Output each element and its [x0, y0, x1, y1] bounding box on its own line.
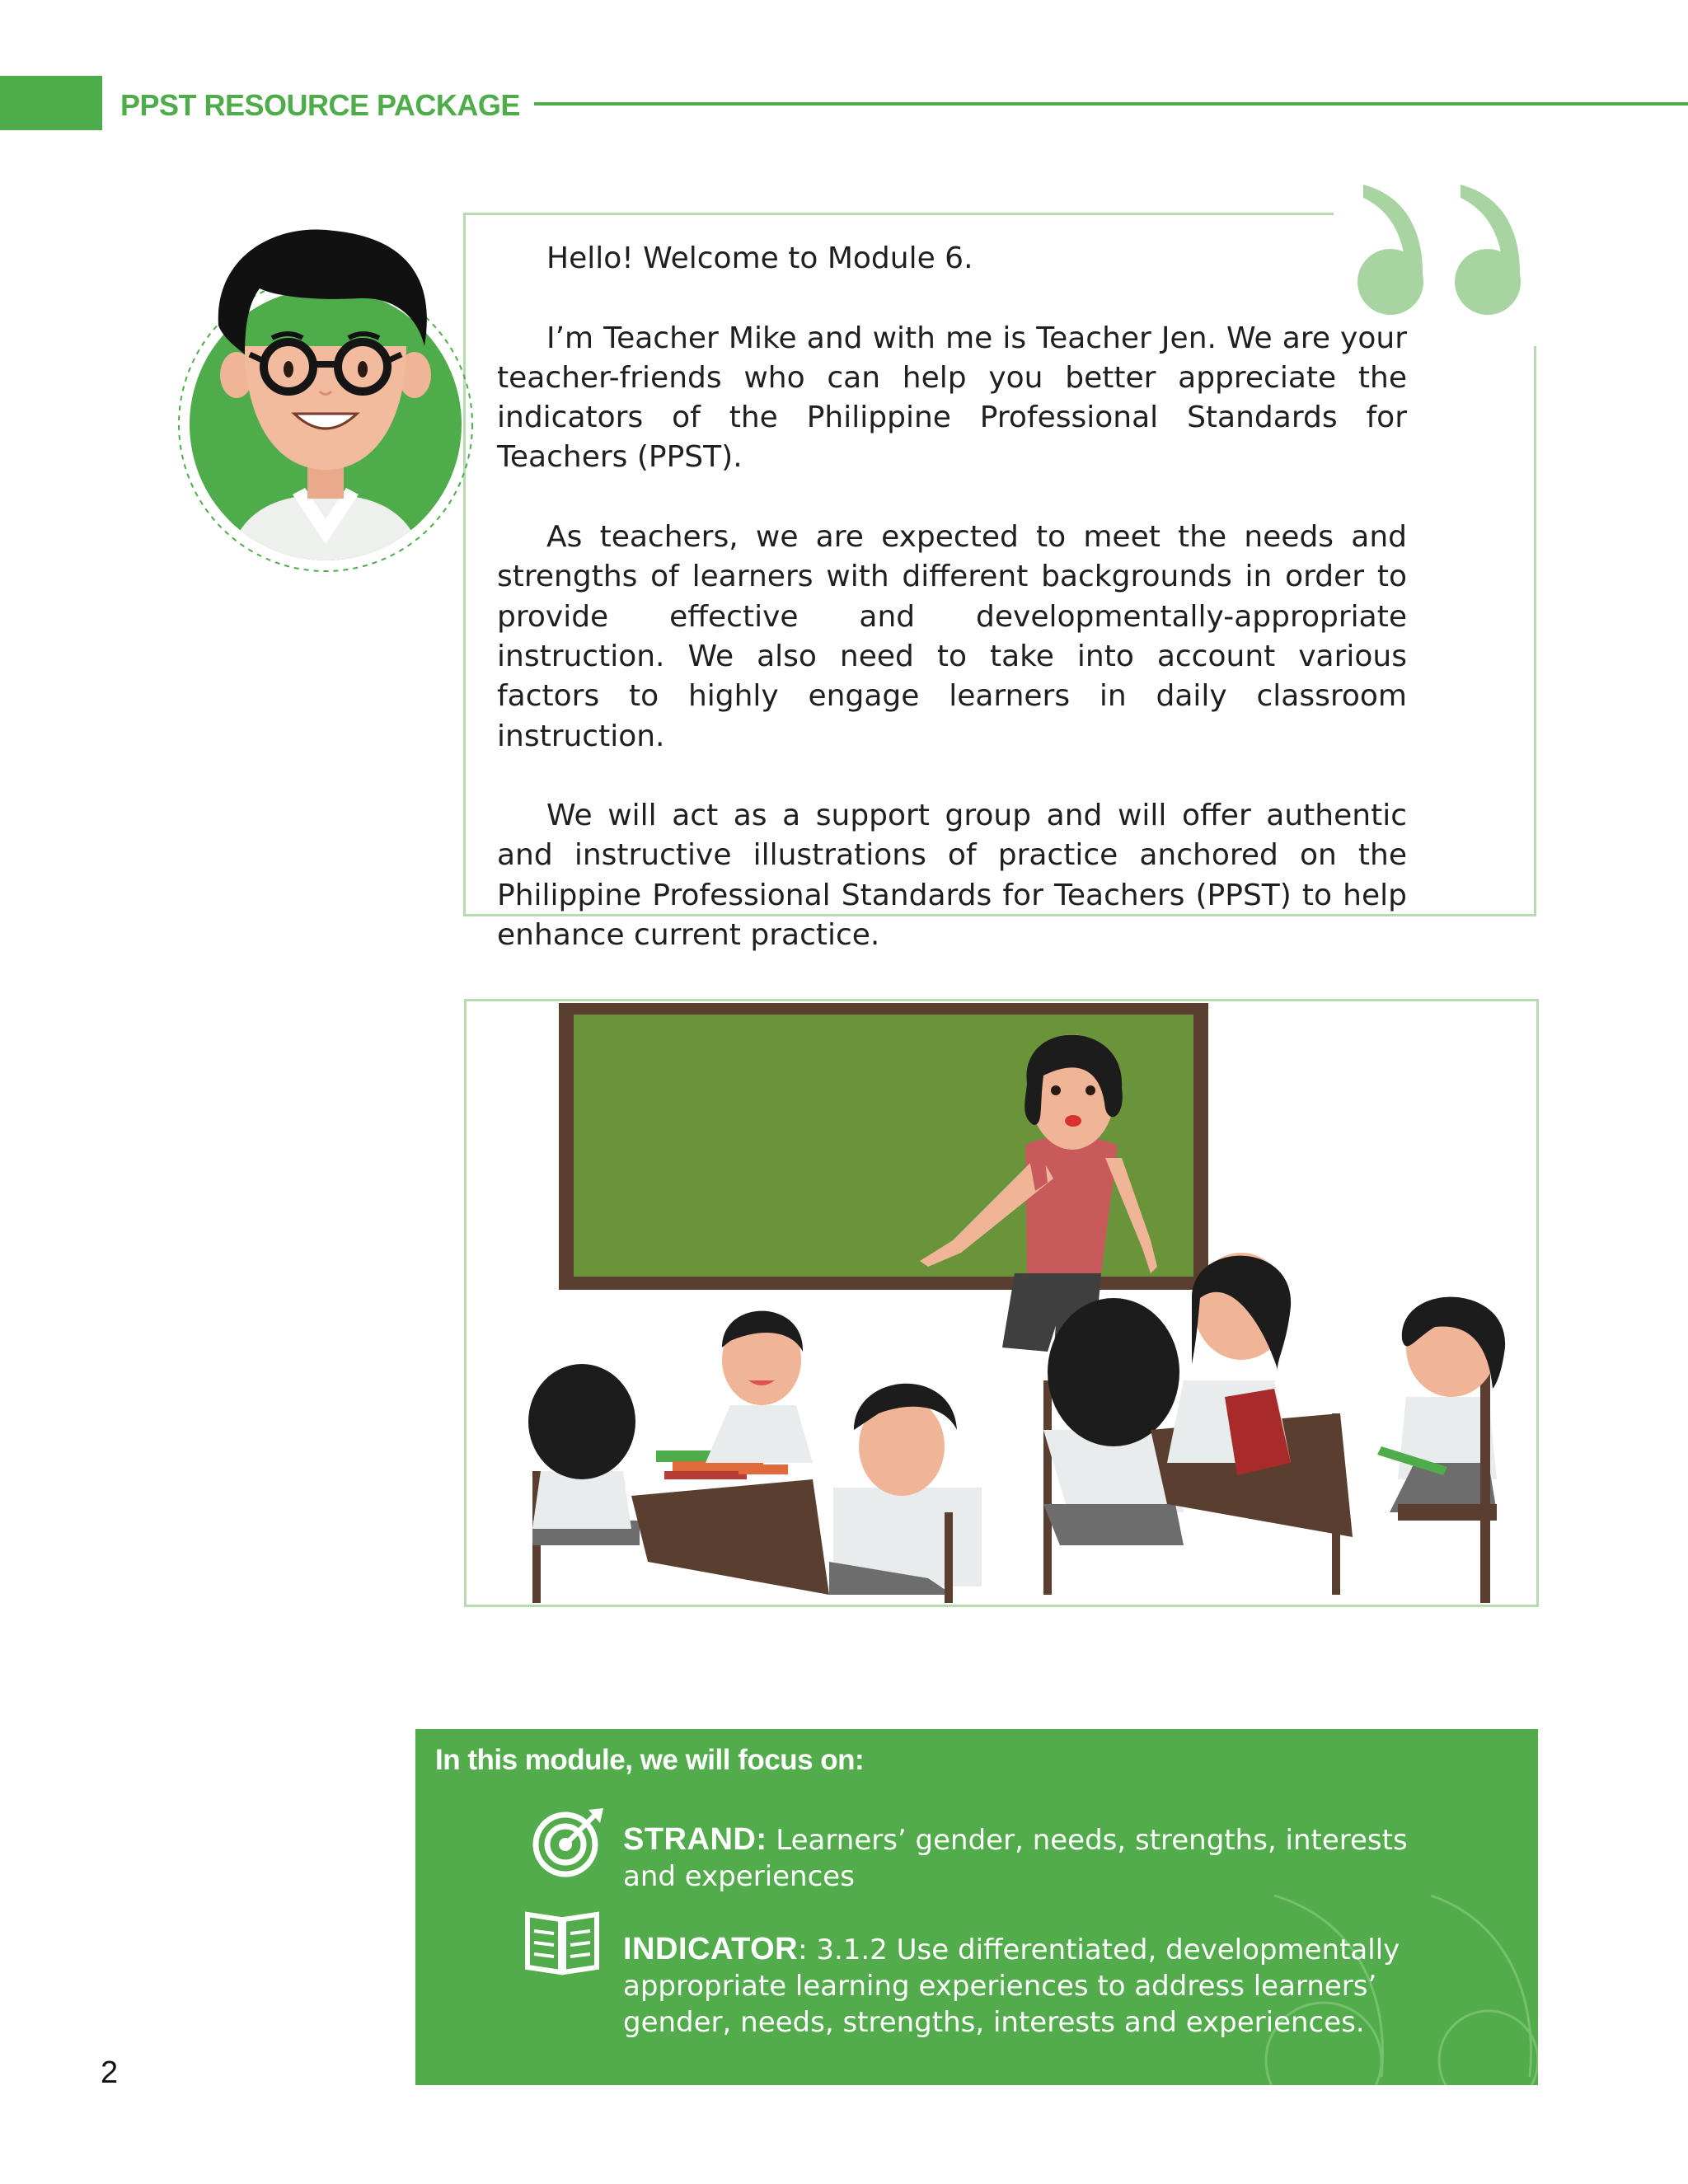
teacher-mike-avatar: [169, 223, 482, 585]
strand-text: Learners’ gender, needs, strengths, interests and experiences: [623, 1824, 1408, 1893]
student-right-girl: [1377, 1297, 1505, 1603]
header-title: PPST RESOURCE PACKAGE: [120, 88, 520, 122]
front-desk-left: [631, 1451, 829, 1595]
speech-paragraph-support: We will act as a support group and will offer authentic and instructive illustrations of practice anchored on the Philippine Professional Standards for Teachers (PPST) to help enhance current practice.: [497, 799, 1407, 953]
indicator-text: : 3.1.2 Use differentiated, developmentally appropriate learning experiences to address learners’ gender, needs, strengths, interests and experiences.: [623, 1933, 1400, 2039]
speech-text: [497, 239, 1407, 955]
page-number: 2: [101, 2055, 119, 2090]
student-sitting-boy: [829, 1384, 982, 1603]
indicator-label: INDICATOR: [623, 1932, 799, 1966]
focus-box: [415, 1729, 1538, 2085]
focus-heading: In this module, we will focus on:: [435, 1744, 865, 1776]
focus-indicator: [623, 1931, 1447, 2041]
strand-label: STRAND:: [623, 1822, 767, 1857]
speech-paragraph-greeting: Hello! Welcome to Module 6.: [546, 241, 973, 275]
header-tab: [0, 76, 102, 130]
speech-paragraph-expectations: As teachers, we are expected to meet the needs and strengths of learners with different backgrounds in order to provide effective and developmentally-appropriate instruction. We also need to take into account various factors to highly engage learners in daily classroom instruction.: [497, 520, 1407, 753]
target-icon: [529, 1805, 605, 1881]
classroom-scene: [467, 1001, 1536, 1605]
back-left-student: [528, 1364, 640, 1603]
book-icon: [523, 1906, 602, 1977]
student-laughing-boy: [706, 1311, 813, 1463]
speech-paragraph-intro: I’m Teacher Mike and with me is Teacher Jen. We are your teacher-friends who can help you better appreciate the indicators of the Philippine Professional Standards for Teachers (PPST).: [497, 321, 1407, 475]
header-rule: [534, 102, 1688, 105]
classroom-illustration: [464, 999, 1539, 1607]
focus-strand: [623, 1821, 1447, 1895]
